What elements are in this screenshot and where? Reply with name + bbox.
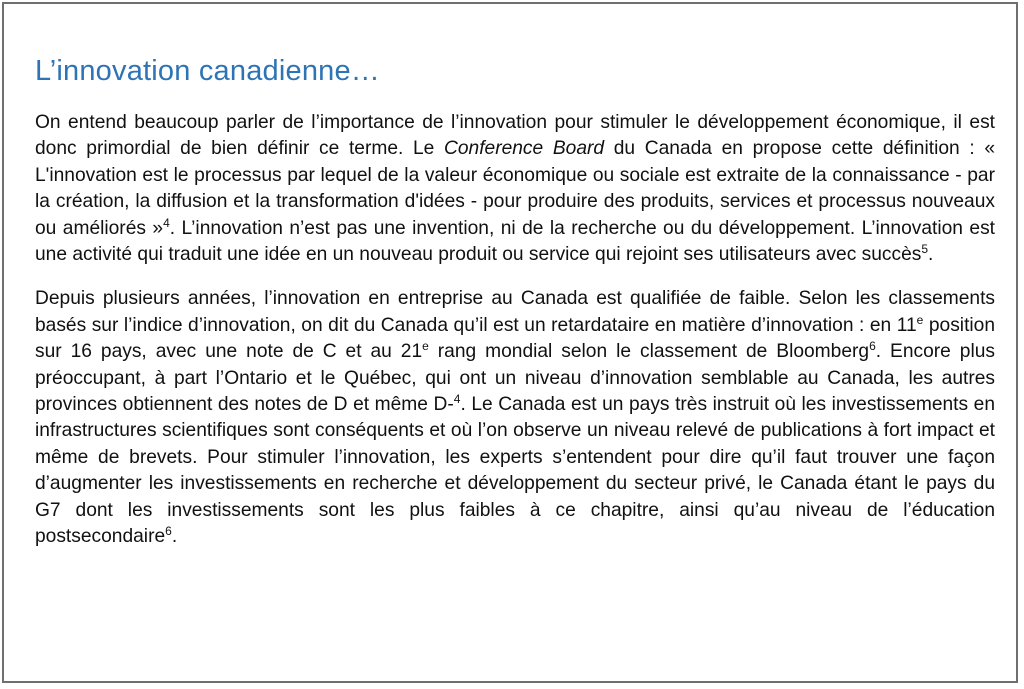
paragraph-text: Depuis plusieurs années, l’innovation en entreprise au Canada est qualifiée de faible. Selon les classements basés sur l’indice d’innovation, on dit du Canada qu’il est un retardataire en matière d’innovation : en 11 (35, 288, 995, 336)
document-body (35, 54, 995, 551)
paragraph-text: position sur 16 pays, avec une note de C et au 21 (35, 314, 996, 363)
footnote-ref: 5 (921, 242, 929, 257)
paragraph-ranking (35, 286, 995, 550)
ordinal-suffix: e (422, 339, 429, 354)
paragraph-text: . Encore plus préoccupant, à part l’Ontario et le Québec, qui ont un niveau d’innovation semblable au Canada, les autres provinces obtiennent des notes de D et même D- (35, 341, 995, 416)
footnote-ref: 6 (869, 339, 876, 354)
footnote-ref: 4 (163, 215, 170, 230)
footnote-ref: 6 (165, 524, 172, 539)
document-frame (2, 2, 1018, 683)
paragraph-text: On entend beaucoup parler de l’importance de l’innovation pour stimuler le développement économique, il est donc primordial de bien définir ce terme. Le (35, 112, 995, 160)
paragraph-definition (35, 110, 995, 268)
emphasis-text: Conference Board (444, 138, 605, 160)
paragraph-text: . Le Canada est un pays très instruit où les investissements en infrastructures scientifiques sont conséquents et où l’on observe un niveau relevé de publications à fort impact et même de brevets. Pour stimuler l’innovation, les experts s’entendent pour dire qu’il faut trouver une façon d’augmenter les investissements en recherche et développement du secteur privé, le Canada étant le pays du G7 dont les investissements sont les plus faibles à ce chapitre, ainsi qu’au niveau de l’éducation postsecondaire (35, 394, 995, 548)
paragraph-text: . (171, 526, 178, 548)
paragraph-text: . L’innovation n’est pas une invention, ni de la recherche ou du développement. L’innovation est une activité qui traduit une idée en un nouveau produit ou service qui rejoint ses utilisateurs avec succès (35, 217, 996, 266)
paragraph-text: . (928, 244, 934, 266)
footnote-ref: 4 (453, 392, 461, 407)
document-title: L’innovation canadienne… (35, 55, 381, 87)
paragraph-text: rang mondial selon le classement de Bloomberg (428, 341, 870, 363)
ordinal-suffix: e (916, 312, 924, 327)
paragraph-text: du Canada en propose cette définition : « L'innovation est le processus par lequel de la valeur économique ou sociale est extraite de la connaissance - par la création, la diffusion et la transformation d'idées - pour produire des produits, services et processus nouveaux ou améliorés » (35, 138, 995, 239)
